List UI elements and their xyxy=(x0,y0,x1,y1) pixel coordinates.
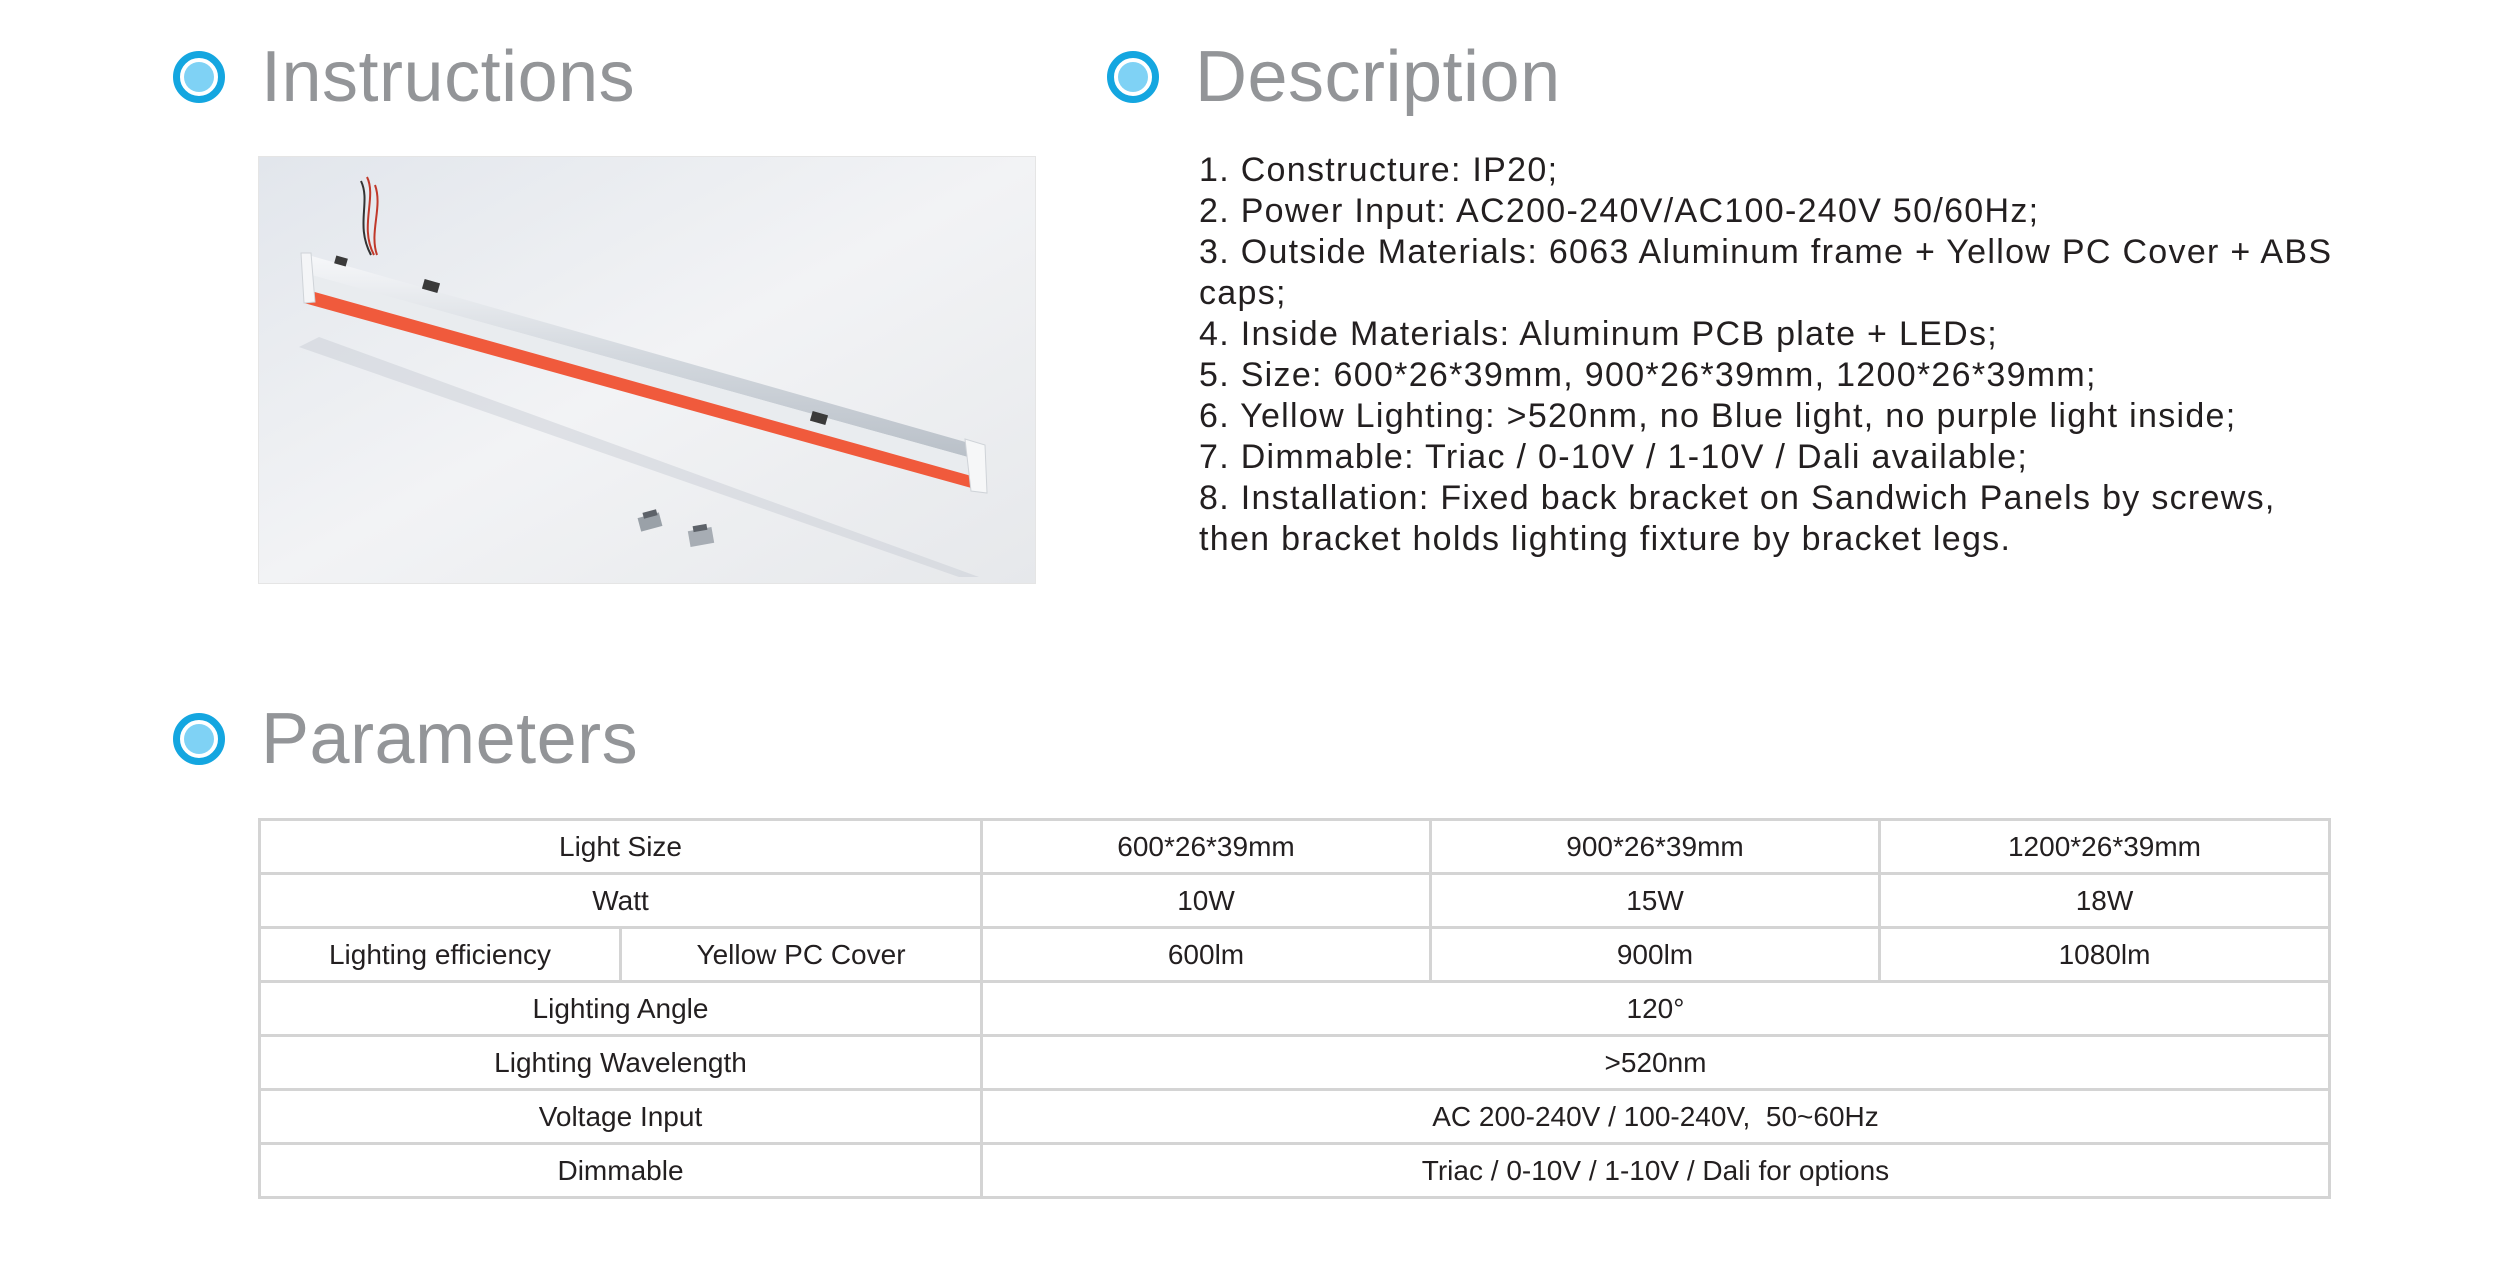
row-label: Voltage Input xyxy=(260,1090,982,1144)
row-label: Light Size xyxy=(260,820,982,874)
table-cell: 900*26*39mm xyxy=(1431,820,1880,874)
table-cell: 1200*26*39mm xyxy=(1880,820,2330,874)
table-cell: 18W xyxy=(1880,874,2330,928)
description-item: 1. Constructure: IP20; xyxy=(1199,151,1559,189)
table-cell: Triac / 0-10V / 1-10V / Dali for options xyxy=(982,1144,2330,1198)
row-label: Lighting Angle xyxy=(260,982,982,1036)
table-row xyxy=(260,874,2330,928)
table-cell: >520nm xyxy=(982,1036,2330,1090)
instructions-heading xyxy=(173,36,635,118)
parameters-heading xyxy=(173,698,638,780)
table-row xyxy=(260,982,2330,1036)
description-item: 7. Dimmable: Triac / 0-10V / 1-10V / Dali available; xyxy=(1199,438,2029,476)
description-item: 3. Outside Materials: 6063 Aluminum frame + Yellow PC Cover + ABS caps; xyxy=(1199,233,2333,312)
description-list xyxy=(1199,150,2349,560)
table-cell: 120° xyxy=(982,982,2330,1036)
table-row xyxy=(260,820,2330,874)
parameters-table xyxy=(258,818,2331,1199)
row-label: Watt xyxy=(260,874,982,928)
parameters-title: Parameters xyxy=(261,699,639,779)
instructions-title: Instructions xyxy=(261,37,636,117)
bullet-icon xyxy=(173,713,225,765)
row-label: Dimmable xyxy=(260,1144,982,1198)
table-cell: 600lm xyxy=(982,928,1431,982)
row-label: Lighting Wavelength xyxy=(260,1036,982,1090)
bullet-icon xyxy=(173,51,225,103)
table-cell: AC 200-240V / 100-240V, 50~60Hz xyxy=(982,1090,2330,1144)
description-item: 4. Inside Materials: Aluminum PCB plate + LEDs; xyxy=(1199,315,1999,353)
product-photo xyxy=(258,156,1036,584)
description-item: 5. Size: 600*26*39mm, 900*26*39mm, 1200*26*39mm; xyxy=(1199,356,2097,394)
table-cell: 600*26*39mm xyxy=(982,820,1431,874)
bullet-icon xyxy=(1107,51,1159,103)
description-item: 8. Installation: Fixed back bracket on Sandwich Panels by screws, then bracket holds lighting fixture by bracket legs. xyxy=(1199,479,2276,558)
table-row xyxy=(260,928,2330,982)
description-title: Description xyxy=(1195,37,1561,117)
row-sublabel: Yellow PC Cover xyxy=(621,928,982,982)
table-row xyxy=(260,1090,2330,1144)
table-row xyxy=(260,1036,2330,1090)
table-row xyxy=(260,1144,2330,1198)
table-cell: 15W xyxy=(1431,874,1880,928)
table-cell: 10W xyxy=(982,874,1431,928)
description-heading xyxy=(1107,36,1561,118)
description-item: 6. Yellow Lighting: >520nm, no Blue light, no purple light inside; xyxy=(1199,397,2237,435)
row-label: Lighting efficiency xyxy=(260,928,621,982)
table-cell: 1080lm xyxy=(1880,928,2330,982)
table-cell: 900lm xyxy=(1431,928,1880,982)
description-item: 2. Power Input: AC200-240V/AC100-240V 50/60Hz; xyxy=(1199,192,2040,230)
